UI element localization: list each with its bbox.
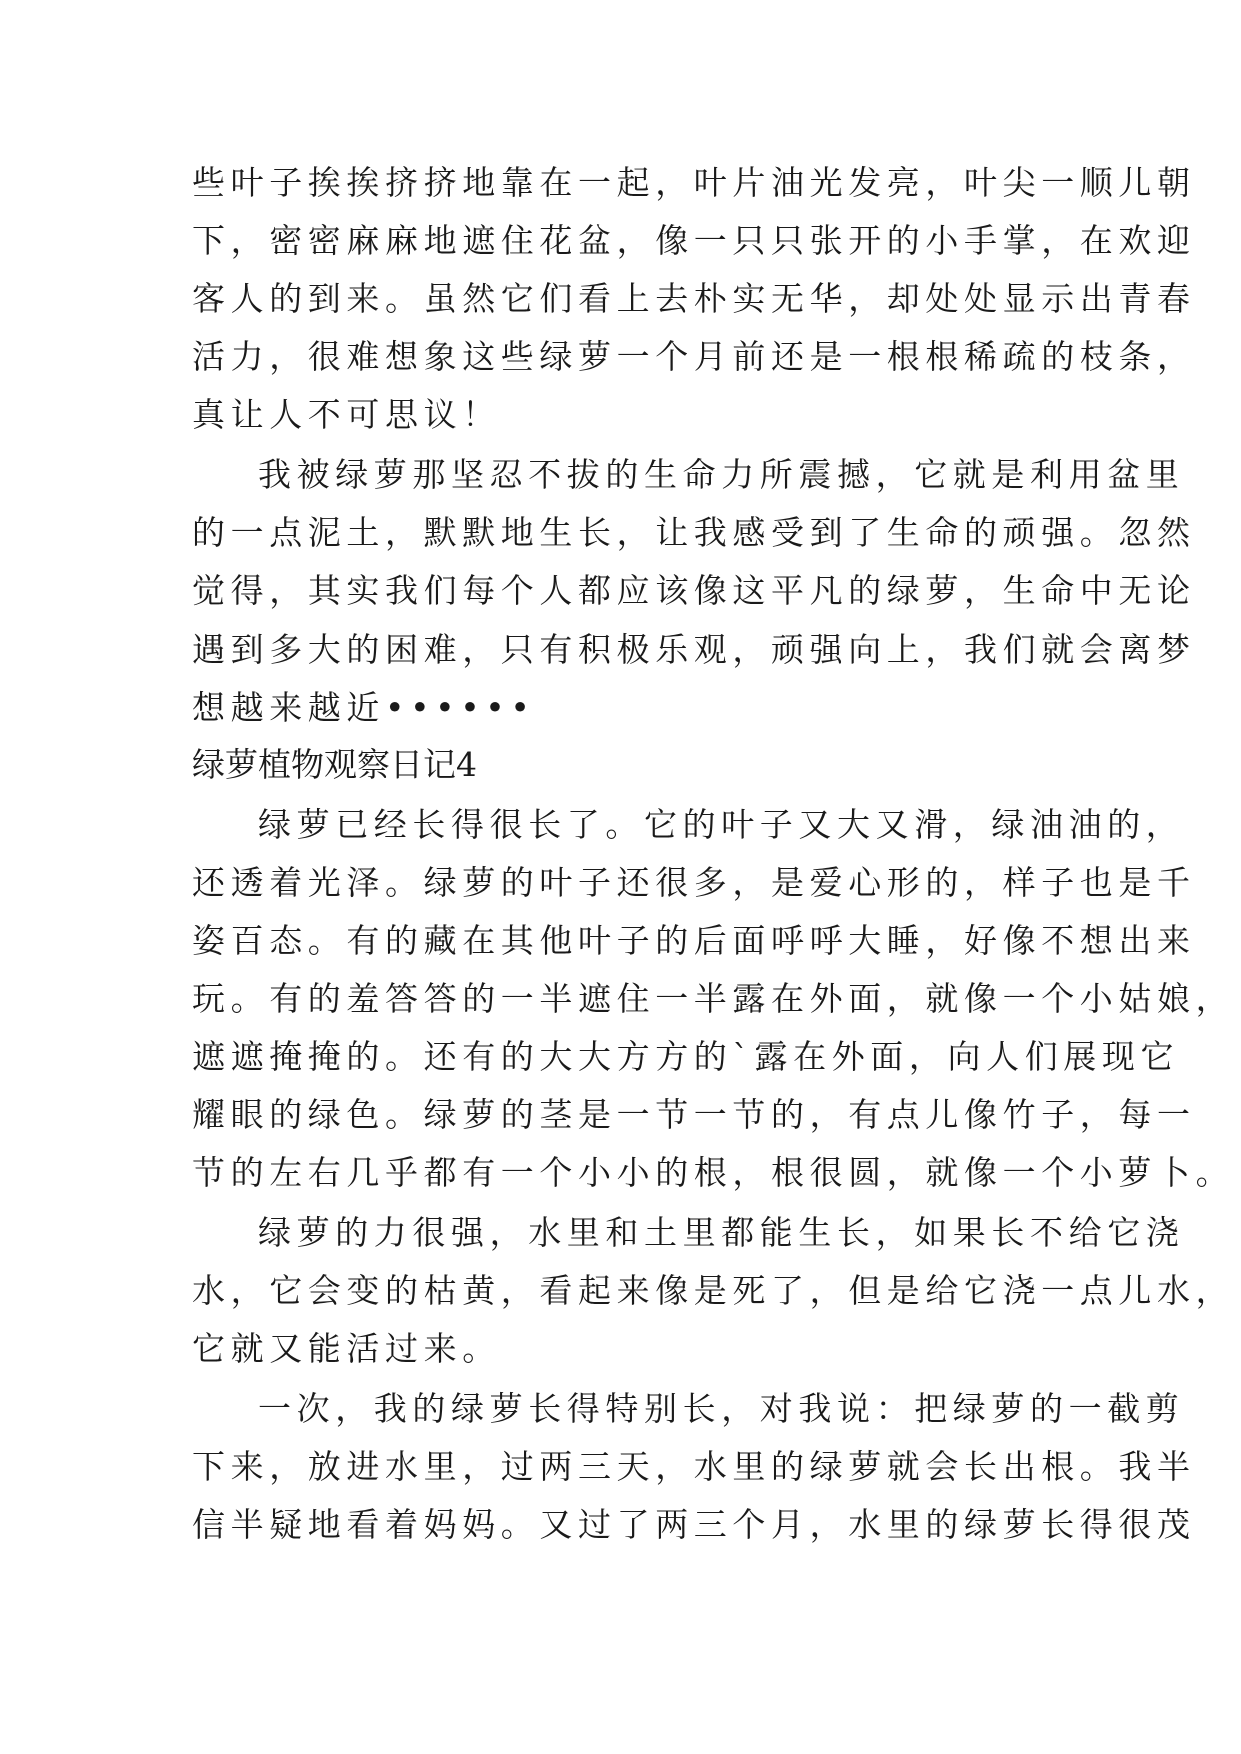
text-line-14: 姿百态。有的藏在其他叶子的后面呼呼大睡，好像不想出来 <box>192 921 1196 960</box>
text-line-8: 觉得，其实我们每个人都应该像这平凡的绿萝，生命中无论 <box>192 571 1196 610</box>
text-line-2: 下，密密麻麻地遮住花盆，像一只只张开的小手掌，在欢迎 <box>192 221 1196 260</box>
text-line-3: 客人的到来。虽然它们看上去朴实无华，却处处显示出青春 <box>192 279 1196 318</box>
text-line-10: 想越来越近•••••• <box>192 688 536 727</box>
text-line-22: 一次，我的绿萝长得特别长，对我说：把绿萝的一截剪 <box>258 1389 1185 1428</box>
text-line-17: 耀眼的绿色。绿萝的茎是一节一节的，有点儿像竹子，每一 <box>192 1095 1196 1134</box>
text-line-5: 真让人不可思议！ <box>192 395 501 434</box>
text-line-4: 活力，很难想象这些绿萝一个月前还是一根根稀疏的枝条， <box>192 337 1196 376</box>
text-line-24: 信半疑地看着妈妈。又过了两三个月，水里的绿萝长得很茂 <box>192 1505 1196 1544</box>
text-line-9: 遇到多大的困难，只有积极乐观，顽强向上，我们就会离梦 <box>192 630 1196 669</box>
text-line-20: 水，它会变的枯黄，看起来像是死了，但是给它浇一点儿水， <box>192 1271 1235 1310</box>
text-line-12: 绿萝已经长得很长了。它的叶子又大又滑，绿油油的， <box>258 805 1185 844</box>
text-line-6: 我被绿萝那坚忍不拔的生命力所震撼，它就是利用盆里 <box>258 455 1185 494</box>
text-line-21: 它就又能活过来。 <box>192 1329 501 1368</box>
text-line-15: 玩。有的羞答答的一半遮住一半露在外面，就像一个小姑娘， <box>192 979 1235 1018</box>
text-line-18: 节的左右几乎都有一个小小的根，根很圆，就像一个小萝卜。 <box>192 1153 1235 1192</box>
text-line-7: 的一点泥土，默默地生长，让我感受到了生命的顽强。忽然 <box>192 513 1196 552</box>
text-line-19: 绿萝的力很强，水里和土里都能生长，如果长不给它浇 <box>258 1213 1185 1252</box>
text-line-23: 下来，放进水里，过两三天，水里的绿萝就会长出根。我半 <box>192 1447 1196 1486</box>
section-title: 绿萝植物观察日记4 <box>192 745 477 784</box>
text-line-16: 遮遮掩掩的。还有的大大方方的`露在外面，向人们展现它 <box>192 1037 1180 1076</box>
text-line-13: 还透着光泽。绿萝的叶子还很多，是爱心形的，样子也是千 <box>192 863 1196 902</box>
text-line-1: 些叶子挨挨挤挤地靠在一起，叶片油光发亮，叶尖一顺儿朝 <box>192 163 1196 202</box>
